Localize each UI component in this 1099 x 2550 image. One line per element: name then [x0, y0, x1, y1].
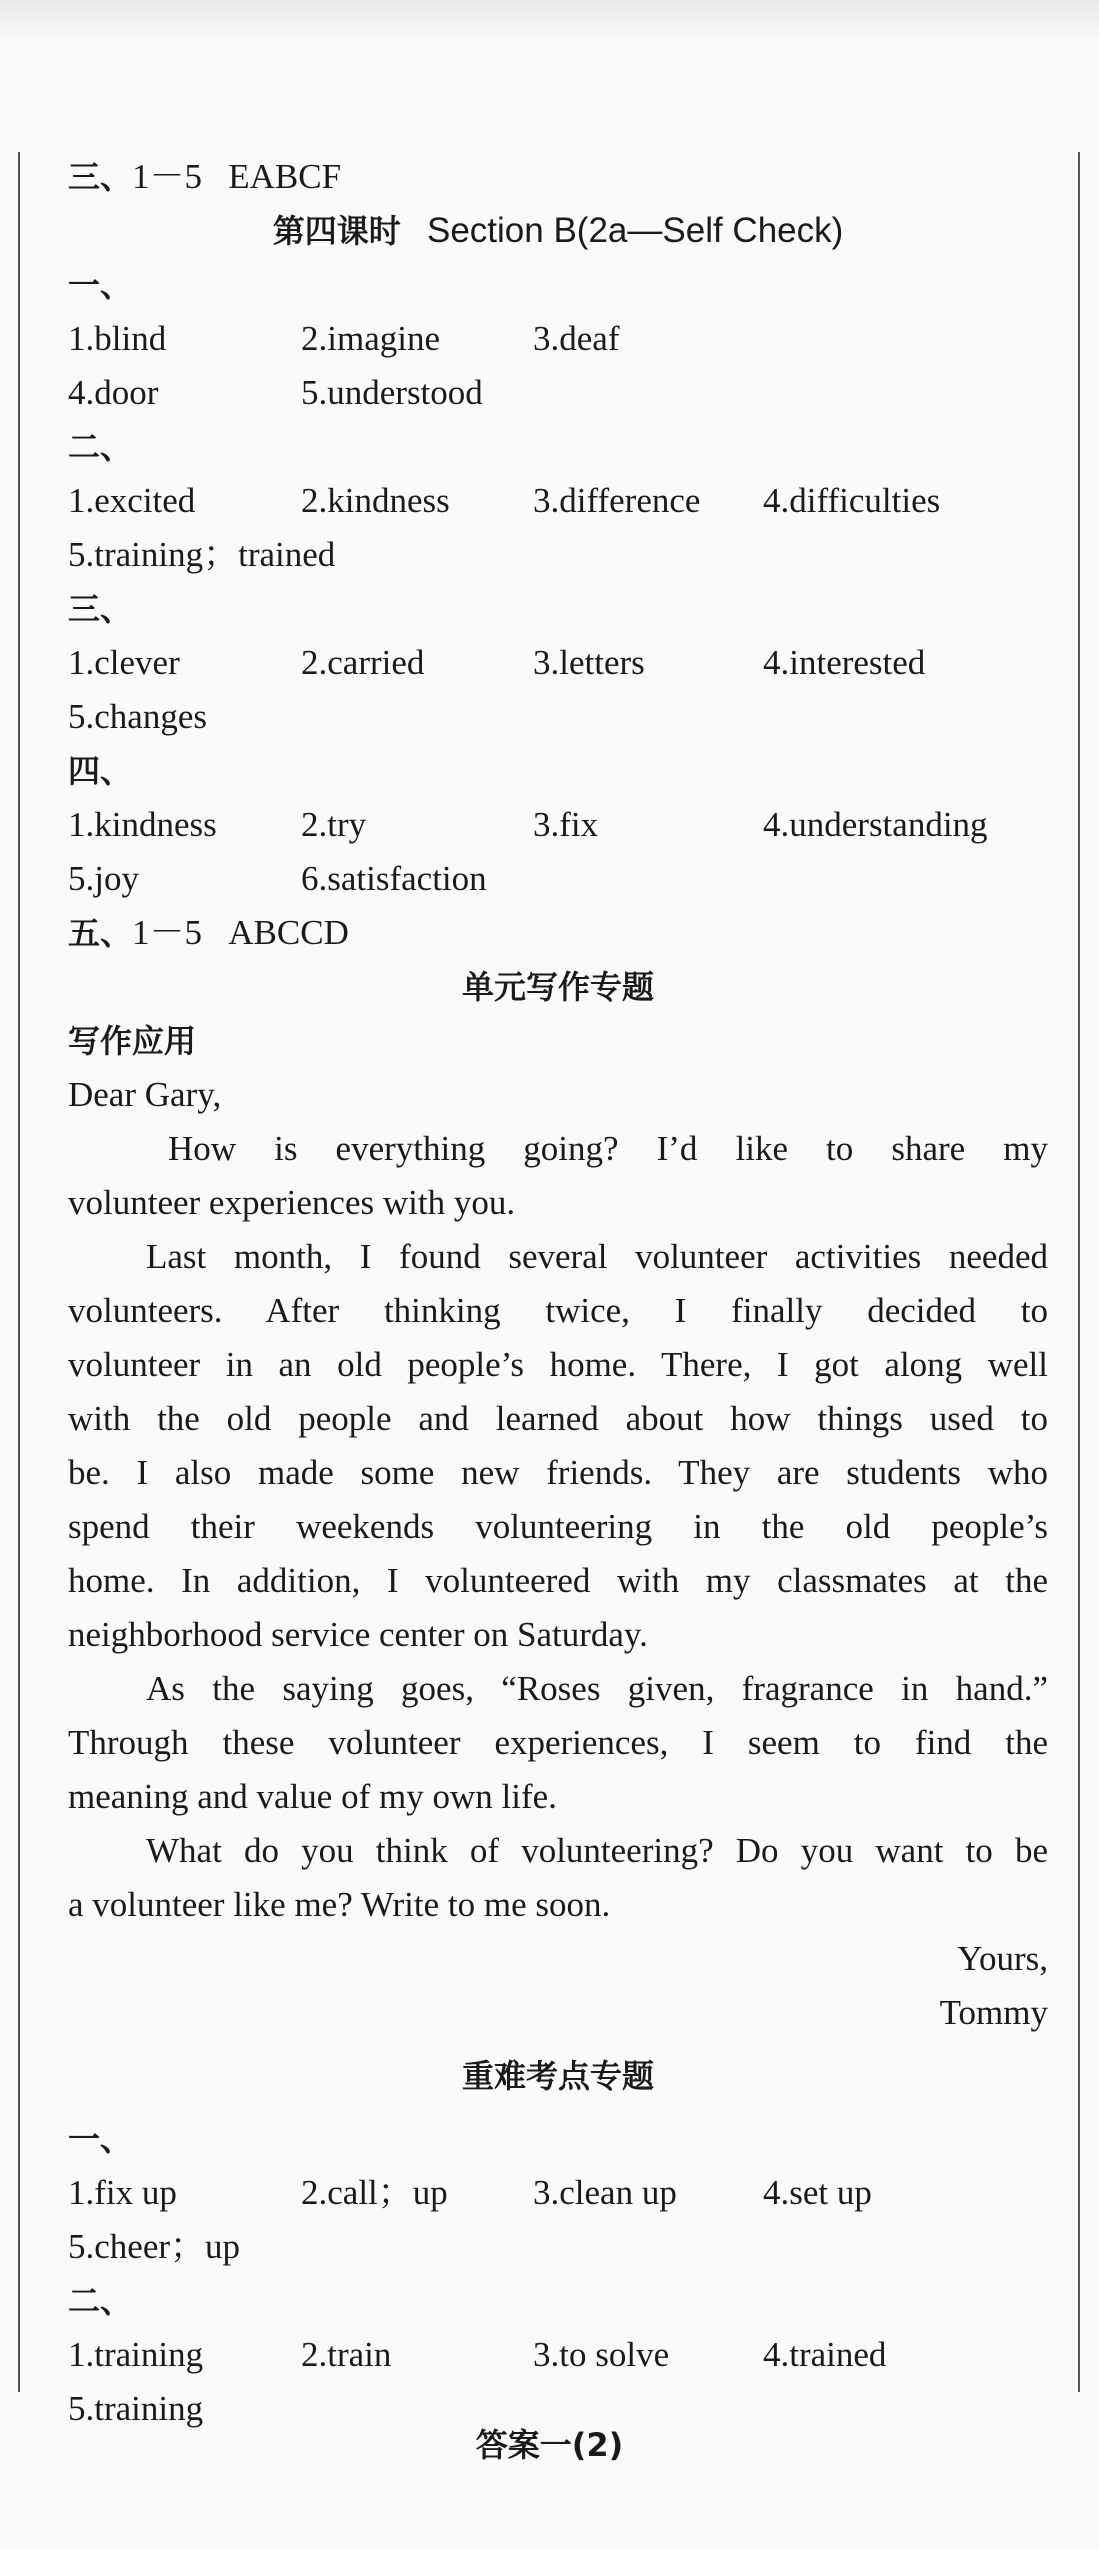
- lesson-title-en: Section B(2a—Self Check): [426, 211, 844, 250]
- letter-closing: Yours,: [957, 1939, 1048, 1978]
- answer-item: 1.clever: [68, 643, 180, 682]
- letter-line: volunteer experiences with you.: [68, 1183, 516, 1222]
- part5-answer-line: [68, 906, 1048, 960]
- left-margin-rule: [18, 152, 20, 2392]
- answer-row: [68, 474, 1048, 528]
- question-range: 1－5: [132, 157, 203, 196]
- section-label: 一、: [68, 2120, 133, 2158]
- right-margin-rule: [1078, 152, 1080, 2392]
- answer-item: 5.understood: [301, 373, 483, 412]
- letter-line: meaning and value of my own life.: [68, 1777, 557, 1816]
- letter-signature: Tommy: [939, 1993, 1048, 2032]
- answer-item: 2.carried: [301, 643, 425, 682]
- letter-line: As the saying goes, “Roses given, fragrance in hand.”: [146, 1669, 1048, 1708]
- choice-answers: ABCCD: [228, 913, 349, 952]
- answer-item: 3.to solve: [533, 2335, 670, 2374]
- part3-answer-line: [68, 150, 1048, 204]
- letter-line: be. I also made some new friends. They are students who: [68, 1453, 1048, 1492]
- writing-subtitle: 写作应用: [68, 1022, 197, 1060]
- section-label: 二、: [68, 428, 133, 466]
- section-label: 一、: [68, 266, 133, 304]
- section-label: 五、: [68, 914, 133, 952]
- answer-row: [68, 2220, 1048, 2274]
- answer-item: 1.blind: [68, 319, 167, 358]
- letter-greeting: Dear Gary,: [68, 1075, 222, 1114]
- answer-item: 2.train: [301, 2335, 392, 2374]
- letter-line: Last month, I found several volunteer activities needed: [146, 1237, 1048, 1276]
- section-label: 四、: [68, 752, 133, 790]
- answer-item: 4.interested: [763, 643, 926, 682]
- answer-item: 2.try: [301, 805, 367, 844]
- letter-line: with the old people and learned about how things used to: [68, 1399, 1048, 1438]
- letter-line: volunteers. After thinking twice, I finally decided to: [68, 1291, 1048, 1330]
- lesson4-heading: [68, 204, 1048, 258]
- answer-item: 4.door: [68, 373, 159, 412]
- answer-item: 2.call；up: [301, 2173, 448, 2212]
- answer-item: 4.trained: [763, 2335, 887, 2374]
- answer-row: [68, 2328, 1048, 2382]
- answer-item: 3.letters: [533, 643, 645, 682]
- section-label: 三、: [68, 158, 133, 196]
- answer-row: [68, 366, 1048, 420]
- letter-line: neighborhood service center on Saturday.: [68, 1615, 648, 1654]
- letter-line: How is everything going? I’d like to share my: [168, 1129, 1048, 1168]
- answer-item: 3.difference: [533, 481, 701, 520]
- sample-letter: [68, 1068, 1048, 2040]
- letter-line: Through these volunteer experiences, I seem to find the: [68, 1723, 1048, 1762]
- answer-item: 1.fix up: [68, 2173, 177, 2212]
- answer-item: 5.cheer；up: [68, 2227, 241, 2266]
- answer-row: [68, 312, 1048, 366]
- key-points-title: 重难考点专题: [461, 2057, 654, 2095]
- answer-item: 3.deaf: [533, 319, 620, 358]
- choice-answers: EABCF: [228, 157, 342, 196]
- writing-section-title: 单元写作专题: [461, 968, 654, 1006]
- answer-content: [68, 150, 1048, 2436]
- question-range: 1－5: [132, 913, 203, 952]
- answer-item: 5.joy: [68, 859, 139, 898]
- answer-row: [68, 528, 1048, 582]
- answer-item: 2.kindness: [301, 481, 450, 520]
- answer-item: 6.satisfaction: [301, 859, 487, 898]
- answer-item: 5.changes: [68, 697, 207, 736]
- answer-item: 1.training: [68, 2335, 204, 2374]
- answer-row: [68, 798, 1048, 852]
- letter-line: volunteer in an old people’s home. There, I got along well: [68, 1345, 1048, 1384]
- answer-item: 3.clean up: [533, 2173, 677, 2212]
- lesson-title-cn: 第四课时: [272, 212, 401, 250]
- answer-row: [68, 2166, 1048, 2220]
- section-label: 二、: [68, 2282, 133, 2320]
- answer-item: 1.kindness: [68, 805, 217, 844]
- answer-row: [68, 690, 1048, 744]
- answer-item: 4.difficulties: [763, 481, 941, 520]
- letter-line: home. In addition, I volunteered with my classmates at the: [68, 1561, 1048, 1600]
- letter-line: spend their weekends volunteering in the old people’s: [68, 1507, 1048, 1546]
- page-top-shade: [0, 0, 1099, 40]
- answer-item: 1.excited: [68, 481, 196, 520]
- answer-row: [68, 636, 1048, 690]
- answer-item: 5.training: [68, 2389, 204, 2428]
- answer-row: [68, 852, 1048, 906]
- section-label: 三、: [68, 590, 133, 628]
- letter-line: What do you think of volunteering? Do you want to be: [146, 1831, 1048, 1870]
- letter-line: a volunteer like me? Write to me soon.: [68, 1885, 611, 1924]
- answer-item: 4.set up: [763, 2173, 872, 2212]
- answer-item: 3.fix: [533, 805, 599, 844]
- answer-item: 2.imagine: [301, 319, 440, 358]
- answer-item: 4.understanding: [763, 805, 988, 844]
- answer-item: 5.training；trained: [68, 535, 336, 574]
- page-footer: 答案一(2): [475, 2426, 624, 2464]
